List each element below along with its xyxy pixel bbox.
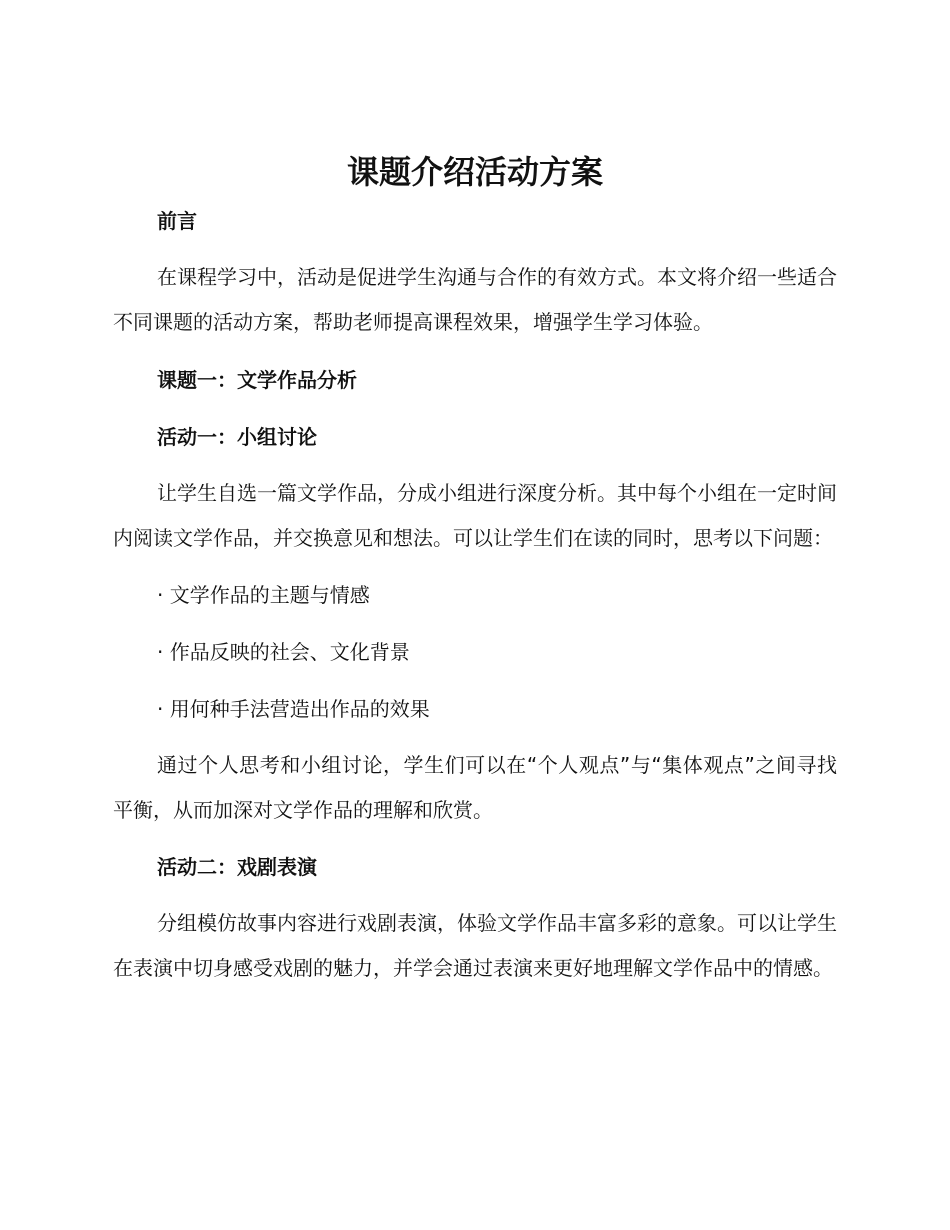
question-item: · 作品反映的社会、文化背景 [157, 640, 410, 664]
topic1-heading: 课题一：文学作品分析 [157, 368, 357, 392]
activity2-paragraph: 分组模仿故事内容进行戏剧表演，体验文学作品丰富多彩的意象。可以让学生在表演中切身感受戏剧的魅力，并学会通过表演来更好地理解文学作品中的情感。 [113, 911, 837, 980]
activity1-paragraph: 让学生自选一篇文学作品，分成小组进行深度分析。其中每个小组在一定时间内阅读文学作品，并交换意见和想法。可以让学生们在读的同时，思考以下问题： [113, 481, 837, 550]
question-item: · 文学作品的主题与情感 [157, 583, 370, 607]
question-item: · 用何种手法营造出作品的效果 [157, 697, 430, 721]
document-body [113, 198, 837, 991]
preface-paragraph: 在课程学习中，活动是促进学生沟通与合作的有效方式。本文将介绍一些适合不同课题的活动方案，帮助老师提高课程效果，增强学生学习体验。 [113, 265, 837, 334]
preface-heading: 前言 [157, 209, 197, 233]
activity1-summary: 通过个人思考和小组讨论，学生们可以在“个人观点”与“集体观点”之间寻找平衡，从而加深对文学作品的理解和欣赏。 [113, 753, 837, 822]
activity1-heading: 活动一：小组讨论 [157, 425, 317, 449]
activity2-heading: 活动二：戏剧表演 [157, 855, 317, 879]
document-title: 课题介绍活动方案 [346, 153, 603, 191]
